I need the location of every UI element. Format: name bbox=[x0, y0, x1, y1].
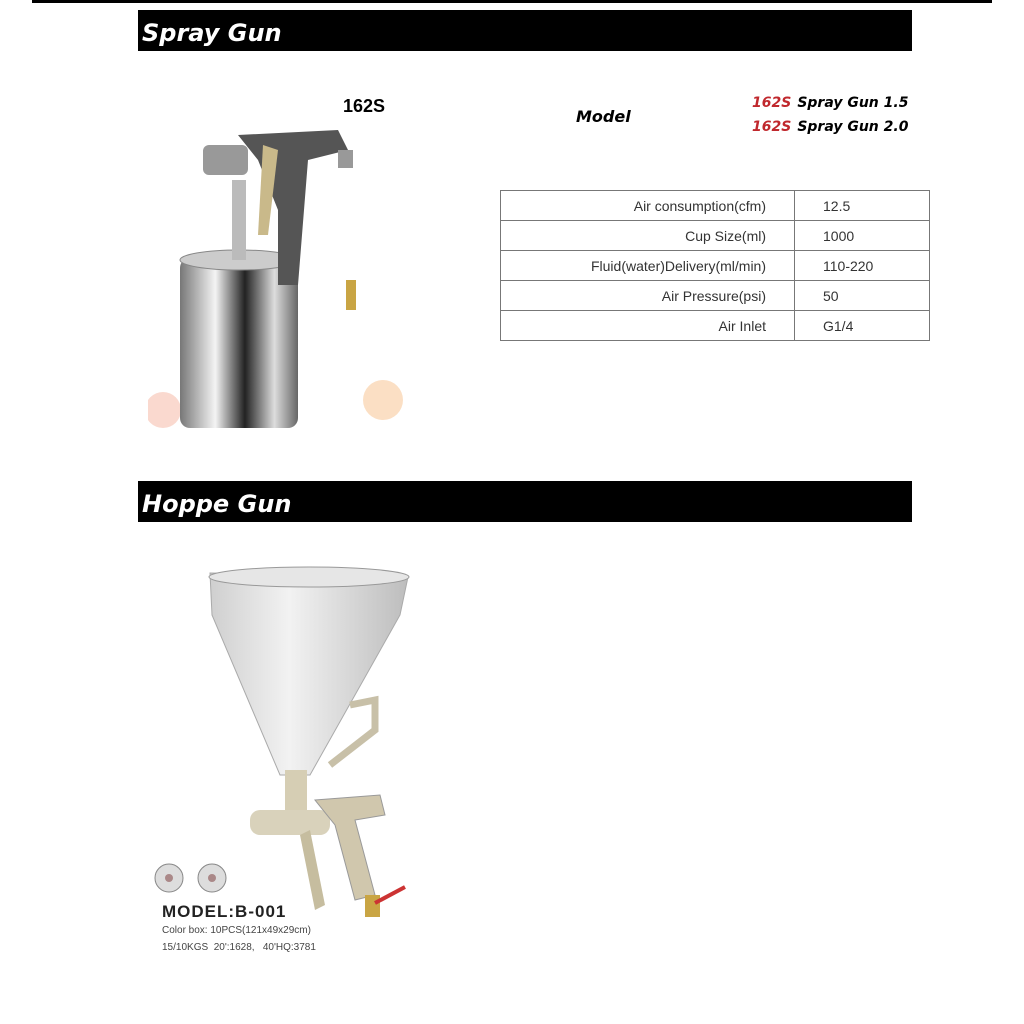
variant-2 bbox=[752, 119, 908, 135]
spec-value: 110-220 bbox=[795, 251, 930, 281]
spec-key: Cup Size(ml) bbox=[501, 221, 795, 251]
spec-value: 12.5 bbox=[795, 191, 930, 221]
section-header-hoppe-gun: Hoppe Gun bbox=[138, 481, 912, 522]
hoppe-gun-model: MODEL:B-001 bbox=[162, 902, 287, 921]
spec-value: G1/4 bbox=[795, 311, 930, 341]
variant-code: 162S bbox=[752, 119, 792, 135]
spec-key: Air Pressure(psi) bbox=[501, 281, 795, 311]
spec-value: 50 bbox=[795, 281, 930, 311]
variant-code: 162S bbox=[752, 95, 792, 111]
spray-gun-image bbox=[148, 120, 404, 432]
spec-key: Air consumption(cfm) bbox=[501, 191, 795, 221]
table-row bbox=[501, 311, 930, 341]
variant-name: Spray Gun 1.5 bbox=[797, 95, 909, 111]
spray-gun-model-number: 162S bbox=[343, 96, 386, 116]
model-label: Model bbox=[576, 107, 631, 126]
spec-value: 1000 bbox=[795, 221, 930, 251]
variant-name: Spray Gun 2.0 bbox=[797, 119, 909, 135]
spec-key: Air Inlet bbox=[501, 311, 795, 341]
packing-info-2: 15/10KGS 20':1628, 40'HQ:3781 bbox=[162, 942, 316, 953]
spec-key: Fluid(water)Delivery(ml/min) bbox=[501, 251, 795, 281]
section-header-spray-gun: Spray Gun bbox=[138, 10, 912, 51]
spec-table bbox=[500, 190, 930, 341]
table-row bbox=[501, 221, 930, 251]
table-row bbox=[501, 281, 930, 311]
table-row bbox=[501, 191, 930, 221]
top-rule bbox=[32, 0, 992, 3]
variant-1 bbox=[752, 95, 908, 111]
table-row bbox=[501, 251, 930, 281]
packing-info-1: Color box: 10PCS(121x49x29cm) bbox=[162, 925, 311, 936]
hoppe-gun-image bbox=[150, 565, 420, 930]
